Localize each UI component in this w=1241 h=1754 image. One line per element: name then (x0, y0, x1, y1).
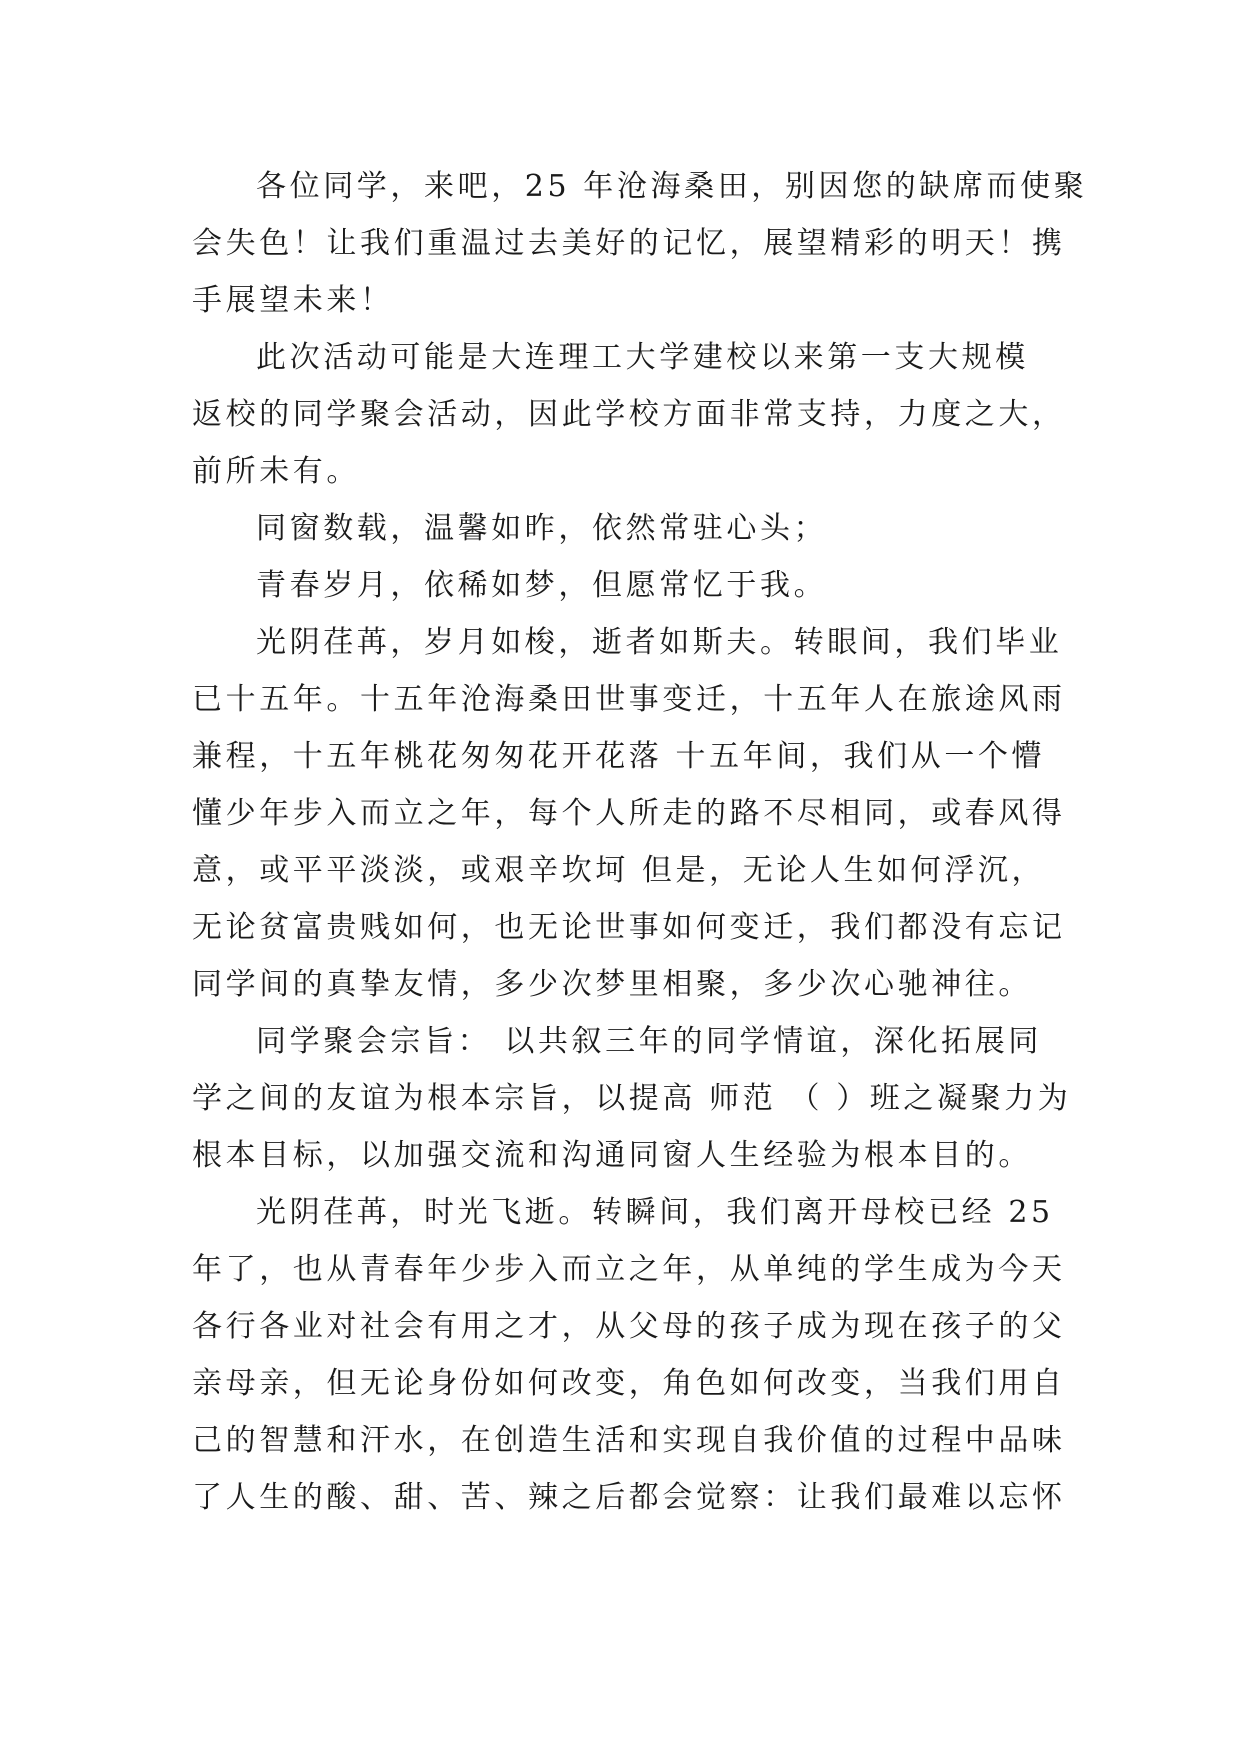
text-line: 各行各业对社会有用之才，从父母的孩子成为现在孩子的父 (192, 1309, 1066, 1344)
text-line: 同学聚会宗旨： 以共叙三年的同学情谊，深化拓展同 (256, 1024, 1042, 1059)
paragraph-purpose (192, 1013, 1072, 1184)
text-line: 同窗数载，温馨如昨，依然常驻心头； (256, 511, 828, 546)
text-line: 青春岁月，依稀如梦，但愿常忆于我。 (256, 568, 828, 603)
paragraph-couplet-1 (192, 500, 1052, 557)
text-line: 此次活动可能是大连理工大学建校以来第一支大规模 (256, 340, 1029, 375)
text-line: 懂少年步入而立之年，每个人所走的路不尽相同，或春风得 (192, 796, 1066, 831)
paragraph-activity (192, 329, 1066, 500)
text-line: 学之间的友谊为根本宗旨，以提高 师范 （ ）班之凝聚力为 (192, 1081, 1072, 1116)
text-line: 年了，也从青春年少步入而立之年，从单纯的学生成为今天 (192, 1252, 1066, 1287)
text-line: 同学间的真挚友情，多少次梦里相聚，多少次心驰神往。 (192, 967, 1032, 1002)
text-line: 返校的同学聚会活动，因此学校方面非常支持，力度之大， (192, 397, 1066, 432)
paragraph-couplet-2 (192, 557, 1052, 614)
text-line: 各位同学，来吧，25 年沧海桑田，别因您的缺席而使聚 (256, 169, 1088, 204)
text-line: 前所未有。 (192, 454, 360, 489)
paragraph-invitation (192, 158, 1088, 329)
text-line: 会失色！让我们重温过去美好的记忆，展望精彩的明天！携 (192, 226, 1066, 261)
text-line: 无论贫富贵贱如何，也无论世事如何变迁，我们都没有忘记 (192, 910, 1066, 945)
text-line: 兼程，十五年桃花匆匆花开花落 十五年间，我们从一个懵 (192, 739, 1046, 774)
paragraph-fifteen-years (192, 614, 1066, 1013)
text-line: 手展望未来！ (192, 283, 394, 318)
text-line: 已十五年。十五年沧海桑田世事变迁，十五年人在旅途风雨 (192, 682, 1066, 717)
text-line: 意，或平平淡淡，或艰辛坎坷 但是，无论人生如何浮沉， (192, 853, 1046, 888)
text-line: 亲母亲，但无论身份如何改变，角色如何改变，当我们用自 (192, 1366, 1066, 1401)
text-line: 光阴荏苒，岁月如梭，逝者如斯夫。转眼间，我们毕业 (256, 625, 1063, 660)
text-line: 己的智慧和汗水，在创造生活和实现自我价值的过程中品味 (192, 1423, 1066, 1458)
paragraph-twenty-five-years (192, 1184, 1066, 1526)
document-body (192, 158, 1088, 1526)
text-line: 了人生的酸、甜、苦、辣之后都会觉察：让我们最难以忘怀 (192, 1480, 1066, 1515)
text-line: 光阴荏苒，时光飞逝。转瞬间，我们离开母校已经 25 (256, 1195, 1054, 1230)
text-line: 根本目标，以加强交流和沟通同窗人生经验为根本目的。 (192, 1138, 1032, 1173)
